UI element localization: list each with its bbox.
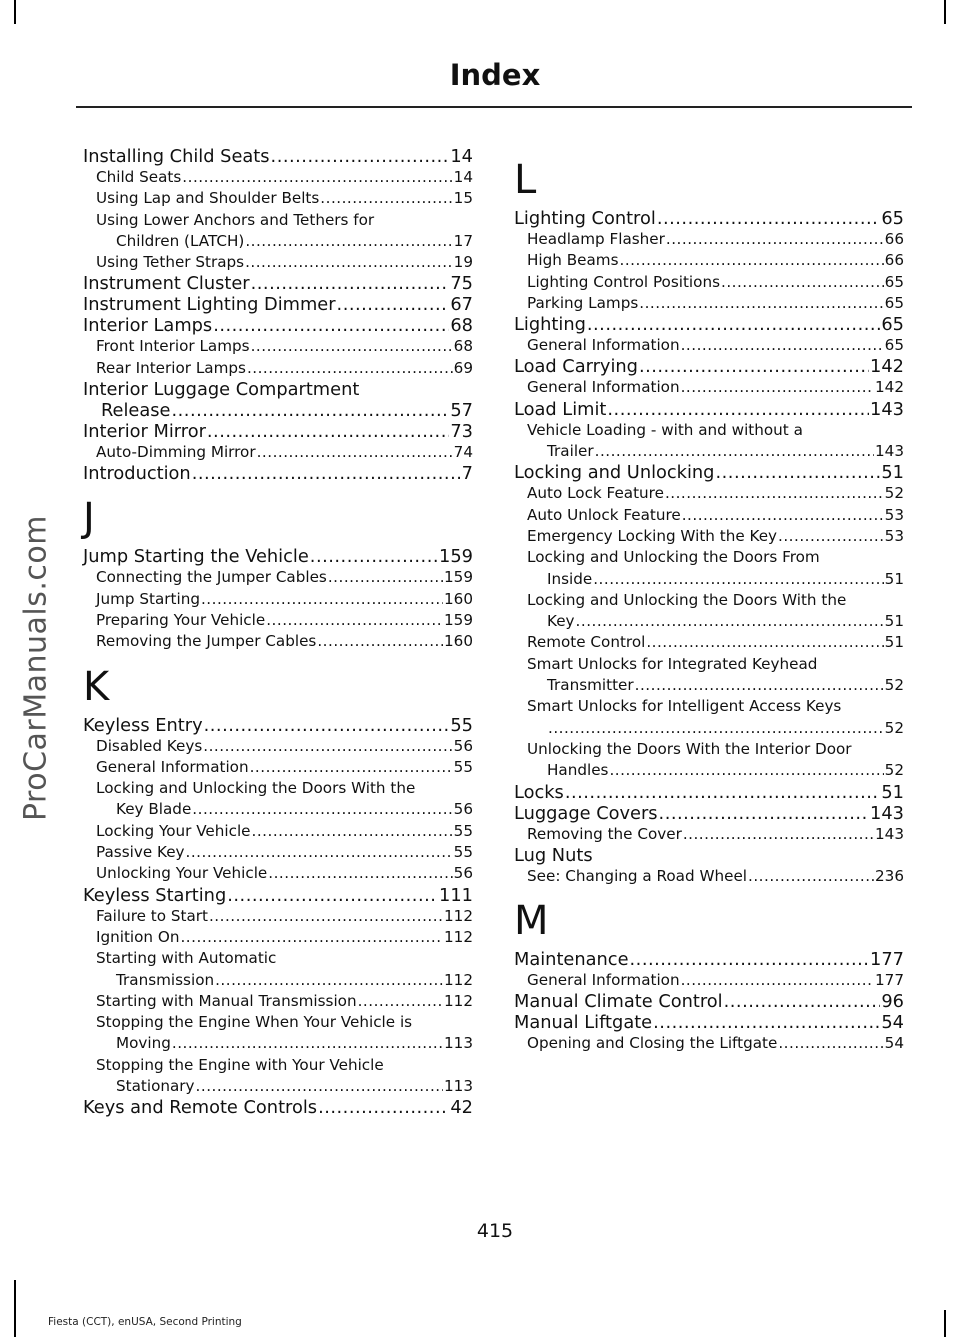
- section-letter: M: [514, 898, 549, 945]
- entry-title: Jump Starting: [96, 589, 200, 608]
- entry-title: Child Seats: [96, 168, 182, 186]
- dot-leader: [247, 358, 453, 379]
- page-ref[interactable]: 159: [444, 568, 473, 587]
- page-ref[interactable]: 55: [450, 714, 473, 736]
- dot-leader: [639, 293, 883, 314]
- index-entry[interactable]: [83, 546, 473, 567]
- entry-title: Starting with Automatic: [96, 949, 277, 968]
- entry-title: General Information: [527, 336, 680, 355]
- dot-leader: [635, 675, 884, 696]
- index-subentry[interactable]: [83, 906, 473, 927]
- dot-leader: [245, 231, 452, 252]
- entry-continuation: [96, 1033, 473, 1054]
- entry-title: Locking and Unlocking: [514, 462, 715, 484]
- dot-leader: [681, 377, 874, 398]
- entry-title: Failure to Start: [96, 906, 208, 925]
- dot-leader: [172, 1033, 443, 1054]
- section-letter: K: [83, 663, 110, 710]
- page-ref[interactable]: 159: [439, 546, 473, 568]
- page-ref[interactable]: 55: [453, 843, 473, 862]
- entry-title: Unlocking Your Vehicle: [96, 864, 268, 883]
- entry-title: Rear Interior Lamps: [96, 358, 246, 377]
- index-subentry[interactable]: [514, 229, 904, 250]
- page-ref[interactable]: 66: [884, 251, 904, 270]
- index-subentry[interactable]: [83, 358, 473, 379]
- entry-title-cont: Key: [547, 612, 575, 631]
- entry-title: Removing the Cover: [527, 824, 682, 843]
- index-entry[interactable]: [83, 1097, 473, 1118]
- dot-leader: [171, 400, 449, 421]
- page-ref[interactable]: 51: [884, 633, 904, 652]
- page-ref[interactable]: 143: [875, 442, 904, 461]
- dot-leader: [328, 567, 443, 588]
- entry-title: Jump Starting the Vehicle: [83, 546, 309, 568]
- page-ref[interactable]: 15: [453, 189, 473, 208]
- entry-title: Maintenance: [514, 949, 629, 971]
- entry-title: Manual Climate Control: [514, 991, 723, 1013]
- dot-leader: [665, 483, 884, 504]
- index-subentry[interactable]: [514, 483, 904, 504]
- dot-leader: [595, 441, 874, 462]
- entry-title: Remote Control: [527, 633, 646, 652]
- page-ref[interactable]: 42: [450, 1097, 473, 1119]
- entry-title: Locking and Unlocking the Doors From: [527, 548, 820, 567]
- index-entry[interactable]: [83, 379, 473, 421]
- page-ref[interactable]: 56: [453, 800, 473, 819]
- page-ref[interactable]: 54: [881, 1012, 904, 1034]
- entry-title: Opening and Closing the Liftgate: [527, 1034, 778, 1053]
- entry-title-cont: Inside: [547, 569, 593, 588]
- entry-title: Load Carrying: [514, 356, 638, 378]
- entry-title: Luggage Covers: [514, 802, 658, 824]
- entry-title: High Beams: [527, 251, 619, 270]
- entry-title: Emergency Locking With the Key: [527, 526, 778, 545]
- dot-leader: [266, 610, 443, 631]
- entry-title: Passive Key: [96, 843, 185, 862]
- dot-leader: [271, 146, 450, 167]
- entry-title-cont: Handles: [547, 761, 609, 780]
- dot-leader: [245, 252, 453, 273]
- dot-leader: [682, 505, 884, 526]
- entry-title: Interior Mirror: [83, 421, 206, 443]
- entry-title: Connecting the Jumper Cables: [96, 568, 327, 587]
- page-ref[interactable]: 14: [453, 168, 473, 186]
- index-subentry[interactable]: [514, 866, 904, 887]
- entry-title: General Information: [96, 757, 249, 776]
- dot-leader: [268, 863, 452, 884]
- dot-leader: [724, 991, 881, 1012]
- entry-title: Using Tether Straps: [96, 253, 245, 272]
- crop-mark: [14, 0, 16, 24]
- dot-leader: [186, 842, 453, 863]
- index-subentry[interactable]: [514, 293, 904, 314]
- entry-title: Instrument Lighting Dimmer: [83, 294, 336, 316]
- entry-title-cont: Children (LATCH): [116, 231, 245, 250]
- entry-title: General Information: [527, 971, 680, 990]
- page-ref[interactable]: 54: [884, 1034, 904, 1053]
- dot-leader: [358, 991, 443, 1012]
- entry-title: Headlamp Flasher: [527, 230, 665, 248]
- page-ref[interactable]: 65: [884, 336, 904, 355]
- dot-leader: [653, 1012, 880, 1033]
- index-subentry[interactable]: [514, 654, 904, 697]
- entry-title: Starting with Manual Transmission: [96, 991, 357, 1010]
- page-ref[interactable]: 57: [450, 400, 473, 422]
- entry-title: Interior Luggage Compartment: [83, 379, 360, 401]
- page-ref[interactable]: 113: [444, 1034, 473, 1053]
- entry-continuation: [96, 231, 473, 252]
- index-entry[interactable]: [83, 315, 473, 336]
- dot-leader: [182, 167, 452, 188]
- entry-title: Keyless Entry: [83, 714, 203, 736]
- index-subentry[interactable]: [83, 167, 473, 188]
- dot-leader: [317, 631, 443, 652]
- page-ref[interactable]: 142: [875, 378, 904, 397]
- index-subentry[interactable]: [83, 736, 473, 757]
- index-subentry[interactable]: [83, 1012, 473, 1055]
- entry-continuation: [527, 569, 904, 590]
- index-entry[interactable]: [83, 273, 473, 294]
- index-subentry[interactable]: [83, 589, 473, 610]
- index-column-left: [83, 146, 473, 1118]
- entry-title: Stopping the Engine When Your Vehicle is: [96, 1013, 413, 1032]
- page-ref[interactable]: 75: [450, 273, 473, 295]
- dot-leader: [192, 463, 461, 484]
- dot-leader: [213, 315, 449, 336]
- page-ref[interactable]: 68: [453, 337, 473, 356]
- page-ref[interactable]: 111: [439, 884, 473, 906]
- page-ref[interactable]: 65: [884, 272, 904, 291]
- index-subentry[interactable]: [514, 547, 904, 590]
- dot-leader: [681, 335, 884, 356]
- page-ref[interactable]: 73: [450, 421, 473, 443]
- page-ref[interactable]: 112: [444, 991, 473, 1010]
- dot-leader: [659, 803, 870, 824]
- dot-leader: [209, 906, 443, 927]
- dot-leader: [257, 442, 453, 463]
- page-ref[interactable]: 52: [884, 484, 904, 503]
- page-ref[interactable]: 17: [453, 231, 473, 250]
- dot-leader: [565, 782, 881, 803]
- entry-continuation: [527, 760, 904, 781]
- page-ref[interactable]: 143: [875, 824, 904, 843]
- page-ref[interactable]: 66: [884, 230, 904, 248]
- crop-mark: [14, 1280, 16, 1337]
- entry-title: Load Limit: [514, 398, 607, 420]
- index-entry[interactable]: [83, 146, 473, 167]
- page-ref[interactable]: 177: [875, 971, 904, 990]
- index-subentry[interactable]: [514, 250, 904, 271]
- index-subentry[interactable]: [83, 442, 473, 463]
- header-divider: [76, 106, 912, 108]
- index-subentry[interactable]: [514, 970, 904, 991]
- entry-continuation: [96, 799, 473, 820]
- entry-title-cont: Key Blade: [116, 800, 192, 819]
- dot-leader: [196, 1076, 443, 1097]
- watermark: ProCarManuals.com: [18, 514, 54, 822]
- entry-continuation: [83, 400, 473, 421]
- dot-leader: [207, 421, 449, 442]
- entry-title: Installing Child Seats: [83, 146, 270, 167]
- page-ref[interactable]: 160: [444, 589, 473, 608]
- entry-title: See: Changing a Road Wheel: [527, 866, 748, 885]
- entry-title: Auto Lock Feature: [527, 484, 664, 503]
- dot-leader: [593, 569, 883, 590]
- index-subentry[interactable]: [514, 590, 904, 633]
- dot-leader: [681, 970, 874, 991]
- page-ref[interactable]: 160: [444, 632, 473, 651]
- dot-leader: [192, 799, 452, 820]
- page-ref[interactable]: 112: [444, 970, 473, 989]
- page-ref[interactable]: 112: [444, 906, 473, 925]
- index-entry[interactable]: [83, 885, 473, 906]
- index-column-right: [514, 146, 904, 1055]
- dot-leader: [252, 821, 453, 842]
- page-ref[interactable]: 56: [453, 864, 473, 883]
- index-subentry[interactable]: [514, 739, 904, 782]
- page-ref[interactable]: 74: [453, 443, 473, 462]
- dot-leader: [320, 188, 452, 209]
- entry-title: Preparing Your Vehicle: [96, 610, 266, 629]
- index-subentry[interactable]: [83, 991, 473, 1012]
- section-letter: J: [83, 495, 95, 542]
- dot-leader: [683, 824, 874, 845]
- page-ref[interactable]: 51: [881, 462, 904, 484]
- entry-title: Parking Lamps: [527, 293, 639, 312]
- index-subentry[interactable]: [514, 696, 904, 739]
- index-entry[interactable]: Lug Nuts: [514, 844, 593, 866]
- crop-mark: [944, 1310, 946, 1337]
- dot-leader: [630, 949, 870, 970]
- dot-leader: [250, 757, 453, 778]
- entry-title: Lighting: [514, 314, 586, 336]
- page-ref[interactable]: 65: [881, 208, 904, 229]
- page-ref[interactable]: 7: [461, 463, 473, 485]
- index-subentry[interactable]: [514, 824, 904, 845]
- index-entry[interactable]: [514, 782, 904, 803]
- index-subentry[interactable]: [83, 610, 473, 631]
- entry-title: Smart Unlocks for Integrated Keyhead: [527, 654, 818, 673]
- page-ref[interactable]: 55: [453, 821, 473, 840]
- dot-leader: [318, 1097, 449, 1118]
- dot-leader: [657, 208, 881, 229]
- entry-title: Smart Unlocks for Intelligent Access Keys: [527, 697, 842, 716]
- dot-leader: [715, 462, 880, 483]
- dot-leader: [639, 356, 869, 377]
- entry-title: Manual Liftgate: [514, 1012, 653, 1034]
- dot-leader: [548, 718, 884, 739]
- index-subentry[interactable]: [83, 252, 473, 273]
- entry-title: Keyless Starting: [83, 884, 227, 906]
- index-subentry[interactable]: [83, 821, 473, 842]
- dot-leader: [607, 399, 869, 420]
- entry-title: Using Lower Anchors and Tethers for: [96, 210, 375, 229]
- entry-title: Instrument Cluster: [83, 273, 250, 295]
- dot-leader: [215, 970, 443, 991]
- index-subentry[interactable]: [514, 377, 904, 398]
- dot-leader: [204, 715, 450, 736]
- index-subentry[interactable]: [514, 335, 904, 356]
- dot-leader: [721, 272, 884, 293]
- page-ref[interactable]: 52: [884, 676, 904, 695]
- index-entry[interactable]: [83, 463, 473, 484]
- page-ref[interactable]: 51: [884, 612, 904, 631]
- index-entry[interactable]: [514, 991, 904, 1012]
- dot-leader: [576, 611, 884, 632]
- entry-title: Auto Unlock Feature: [527, 505, 681, 524]
- page-ref[interactable]: 53: [884, 526, 904, 545]
- index-entry[interactable]: [514, 462, 904, 483]
- entry-title: Vehicle Loading - with and without a: [527, 420, 803, 439]
- entry-title: Lighting Control Positions: [527, 272, 720, 291]
- dot-leader: [251, 273, 450, 294]
- dot-leader: [201, 589, 443, 610]
- page-ref[interactable]: 236: [875, 866, 904, 885]
- entry-title: Stopping the Engine with Your Vehicle: [96, 1055, 384, 1074]
- page-ref[interactable]: 177: [870, 949, 904, 971]
- entry-title: Disabled Keys: [96, 736, 203, 755]
- entry-title: Lighting Control: [514, 208, 656, 229]
- dot-leader: [609, 760, 883, 781]
- entry-title: Unlocking the Doors With the Interior Door: [527, 739, 852, 758]
- page-ref[interactable]: 56: [453, 736, 473, 755]
- page-ref[interactable]: 159: [444, 610, 473, 629]
- index-subentry[interactable]: [514, 505, 904, 526]
- entry-title-cont: Moving: [116, 1034, 171, 1053]
- index-subentry[interactable]: [83, 778, 473, 821]
- entry-title: Locking Your Vehicle: [96, 821, 251, 840]
- dot-leader: [310, 546, 438, 567]
- dot-leader: [251, 336, 453, 357]
- index-entry[interactable]: [514, 803, 904, 824]
- dot-leader: [180, 927, 443, 948]
- entry-continuation: [527, 718, 904, 739]
- index-entry[interactable]: [514, 399, 904, 420]
- page-ref[interactable]: 68: [450, 315, 473, 337]
- index-subentry[interactable]: [83, 757, 473, 778]
- entry-continuation: [527, 611, 904, 632]
- page-ref[interactable]: 55: [453, 757, 473, 776]
- entry-title: Using Lap and Shoulder Belts: [96, 189, 320, 208]
- entry-title: Introduction: [83, 463, 191, 485]
- entry-title: Keys and Remote Controls: [83, 1097, 318, 1119]
- index-subentry[interactable]: [83, 948, 473, 991]
- entry-title-cont: Transmission: [116, 970, 215, 989]
- page-ref[interactable]: 51: [884, 569, 904, 588]
- entry-title: Front Interior Lamps: [96, 337, 250, 356]
- entry-continuation: [527, 441, 904, 462]
- entry-title: Locking and Unlocking the Doors With the: [527, 590, 847, 609]
- index-subentry[interactable]: [514, 272, 904, 293]
- page-ref[interactable]: 143: [870, 802, 904, 824]
- dot-leader: [646, 632, 883, 653]
- entry-title-cont: Transmitter: [547, 676, 634, 695]
- entry-title-cont: Release: [101, 400, 171, 422]
- index-subentry[interactable]: [83, 631, 473, 652]
- entry-title: Locks: [514, 781, 564, 803]
- index-entry[interactable]: [514, 314, 904, 335]
- dot-leader: [778, 1033, 883, 1054]
- page-number: 415: [476, 1220, 514, 1242]
- page-ref[interactable]: 53: [884, 505, 904, 524]
- dot-leader: [778, 526, 884, 547]
- entry-title: General Information: [527, 378, 680, 397]
- entry-continuation: [96, 1076, 473, 1097]
- index-subentry[interactable]: [83, 567, 473, 588]
- dot-leader: [227, 885, 438, 906]
- index-entry[interactable]: [83, 421, 473, 442]
- dot-leader: [666, 229, 884, 250]
- index-entry[interactable]: [514, 949, 904, 970]
- index-subentry[interactable]: [83, 188, 473, 209]
- index-entry[interactable]: [514, 1012, 904, 1033]
- index-entry[interactable]: [514, 356, 904, 377]
- dot-leader: [337, 294, 450, 315]
- entry-title: Auto-Dimming Mirror: [96, 443, 256, 462]
- page-ref[interactable]: 143: [870, 398, 904, 420]
- index-subentry[interactable]: [83, 842, 473, 863]
- index-subentry[interactable]: [514, 1033, 904, 1054]
- index-subentry[interactable]: [83, 863, 473, 884]
- index-entry[interactable]: [83, 715, 473, 736]
- index-subentry[interactable]: [514, 420, 904, 463]
- page-ref[interactable]: 113: [444, 1077, 473, 1096]
- entry-continuation: [96, 970, 473, 991]
- page-title: Index: [449, 58, 541, 92]
- index-subentry[interactable]: [514, 526, 904, 547]
- page-ref[interactable]: 51: [881, 781, 904, 803]
- entry-title-cont: Stationary: [116, 1077, 195, 1096]
- entry-title: Locking and Unlocking the Doors With the: [96, 779, 416, 798]
- page-ref[interactable]: 52: [884, 718, 904, 737]
- index-subentry[interactable]: [514, 632, 904, 653]
- index-entry[interactable]: [83, 294, 473, 315]
- crop-mark: [944, 0, 946, 24]
- page-ref[interactable]: 65: [884, 293, 904, 312]
- index-subentry[interactable]: [83, 336, 473, 357]
- index-subentry[interactable]: [83, 210, 473, 253]
- entry-title-cont: Trailer: [547, 442, 594, 461]
- page-ref[interactable]: 96: [881, 991, 904, 1013]
- page-ref[interactable]: 19: [453, 253, 473, 272]
- dot-leader: [587, 314, 880, 335]
- page-ref[interactable]: 14: [450, 146, 473, 167]
- entry-continuation: [527, 675, 904, 696]
- entry-title: Interior Lamps: [83, 315, 213, 337]
- index-entry[interactable]: [514, 208, 904, 229]
- section-letter: L: [514, 157, 537, 203]
- page-ref[interactable]: 142: [870, 356, 904, 378]
- footer-text: Fiesta (CCT), enUSA, Second Printing: [48, 1316, 242, 1328]
- index-subentry[interactable]: [83, 927, 473, 948]
- page-ref[interactable]: 67: [450, 294, 473, 316]
- page-ref[interactable]: 112: [444, 927, 473, 946]
- page-ref[interactable]: 69: [453, 358, 473, 377]
- entry-title: Removing the Jumper Cables: [96, 632, 317, 651]
- dot-leader: [748, 866, 874, 887]
- page-ref[interactable]: 52: [884, 761, 904, 780]
- index-subentry[interactable]: [83, 1055, 473, 1098]
- dot-leader: [203, 736, 452, 757]
- page-ref[interactable]: 65: [881, 314, 904, 336]
- entry-title: Ignition On: [96, 927, 180, 946]
- dot-leader: [620, 250, 884, 271]
